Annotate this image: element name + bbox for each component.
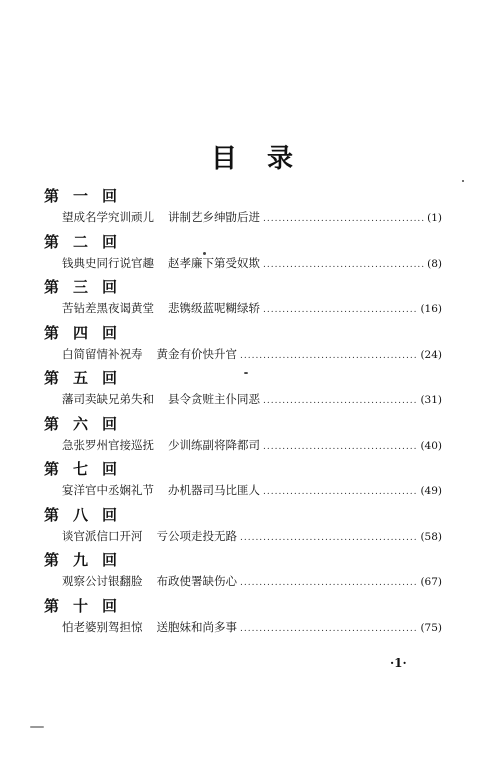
chapter-title-first: 钱典史同行说官趣	[62, 255, 154, 270]
toc-entry[interactable]	[44, 231, 440, 277]
chapter-title-second: 县令贪赃主仆同恶	[168, 392, 260, 406]
chapter-title-first: 望成名学究训顽儿	[62, 210, 154, 224]
scan-speck	[203, 252, 206, 255]
toc-entry[interactable]	[44, 458, 440, 504]
toc-entry[interactable]	[44, 549, 440, 595]
chapter-heading: 第四回	[44, 323, 132, 342]
chapter-title-second: 布政使署缺伤心	[156, 574, 237, 588]
toc-entry[interactable]	[44, 185, 440, 231]
table-of-contents	[44, 185, 440, 640]
chapter-title-first: 宴洋官中丞娴礼节	[62, 483, 154, 497]
chapter-title-first: 谈官派信口开河	[62, 528, 143, 543]
toc-entry[interactable]	[44, 595, 440, 641]
page-reference: (16)	[420, 303, 442, 315]
chapter-title-line	[62, 437, 442, 453]
chapter-title-first: 急张罗州官接巡抚	[62, 437, 154, 452]
scan-speck	[462, 180, 464, 182]
chapter-heading: 第十回	[44, 596, 132, 615]
chapter-title-line	[62, 619, 442, 635]
page-reference: (40)	[420, 439, 442, 452]
chapter-title-line	[62, 482, 442, 498]
page-reference: (8)	[427, 257, 442, 270]
dot-leader	[263, 214, 424, 224]
dot-leader	[263, 260, 424, 270]
chapter-heading: 第六回	[44, 414, 132, 433]
dot-leader	[263, 442, 417, 452]
page-title: 目录	[210, 144, 323, 174]
toc-entry[interactable]	[44, 413, 440, 459]
dot-leader	[263, 487, 417, 497]
page-reference: (75)	[420, 621, 442, 634]
toc-entry[interactable]	[44, 322, 440, 368]
chapter-title-second: 送胞妹和尚多事	[156, 619, 237, 634]
chapter-heading: 第九回	[44, 551, 132, 569]
page-reference: (1)	[427, 212, 442, 224]
chapter-title-second: 悲镌级蓝呢糊绿轿	[168, 301, 260, 315]
scan-speck	[244, 372, 248, 374]
chapter-title-line	[62, 255, 442, 271]
page-reference: (31)	[420, 394, 442, 406]
chapter-title-line	[62, 300, 442, 316]
chapter-heading: 第一回	[44, 187, 132, 205]
chapter-title-second: 赵孝廉下第受奴欺	[168, 255, 260, 270]
dot-leader	[263, 396, 417, 406]
chapter-title-first: 观察公讨银翻脸	[62, 574, 143, 588]
dot-leader	[240, 533, 417, 543]
dot-leader	[240, 578, 417, 588]
dot-leader	[263, 305, 417, 315]
dot-leader	[240, 351, 417, 361]
chapter-title-second: 黄金有价快升官	[156, 346, 237, 361]
chapter-heading: 第七回	[44, 460, 132, 478]
chapter-title-first: 怕老婆别驾担惊	[62, 619, 143, 634]
toc-entry[interactable]	[44, 367, 440, 413]
chapter-heading: 第八回	[44, 505, 132, 524]
chapter-title-second: 少训练副将降都司	[168, 437, 260, 452]
chapter-title-first: 藩司卖缺兄弟失和	[62, 392, 154, 406]
chapter-title-line	[62, 528, 442, 544]
chapter-title-second: 讲制艺乡绅勖后进	[168, 210, 260, 224]
toc-entry[interactable]	[44, 276, 440, 322]
page-reference: (58)	[420, 530, 442, 543]
page-reference: (67)	[420, 576, 442, 588]
dot-leader	[240, 624, 417, 634]
chapter-title-line	[62, 573, 442, 589]
chapter-title-second: 办机器司马比匪人	[168, 483, 260, 497]
scan-speck	[30, 726, 44, 728]
chapter-heading: 第二回	[44, 232, 132, 251]
chapter-heading: 第三回	[44, 278, 132, 296]
chapter-title-second: 亏公项走投无路	[156, 528, 237, 543]
chapter-title-first: 苦钻差黑夜谒黄堂	[62, 301, 154, 315]
chapter-title-first: 白简留情补祝寿	[62, 346, 143, 361]
chapter-title-line	[62, 391, 442, 407]
page-number: ·1·	[390, 656, 407, 670]
chapter-title-line	[62, 209, 442, 225]
page-reference: (49)	[420, 485, 442, 497]
page-reference: (24)	[420, 348, 442, 361]
toc-entry[interactable]	[44, 504, 440, 550]
chapter-title-line	[62, 346, 442, 362]
chapter-heading: 第五回	[44, 369, 132, 387]
